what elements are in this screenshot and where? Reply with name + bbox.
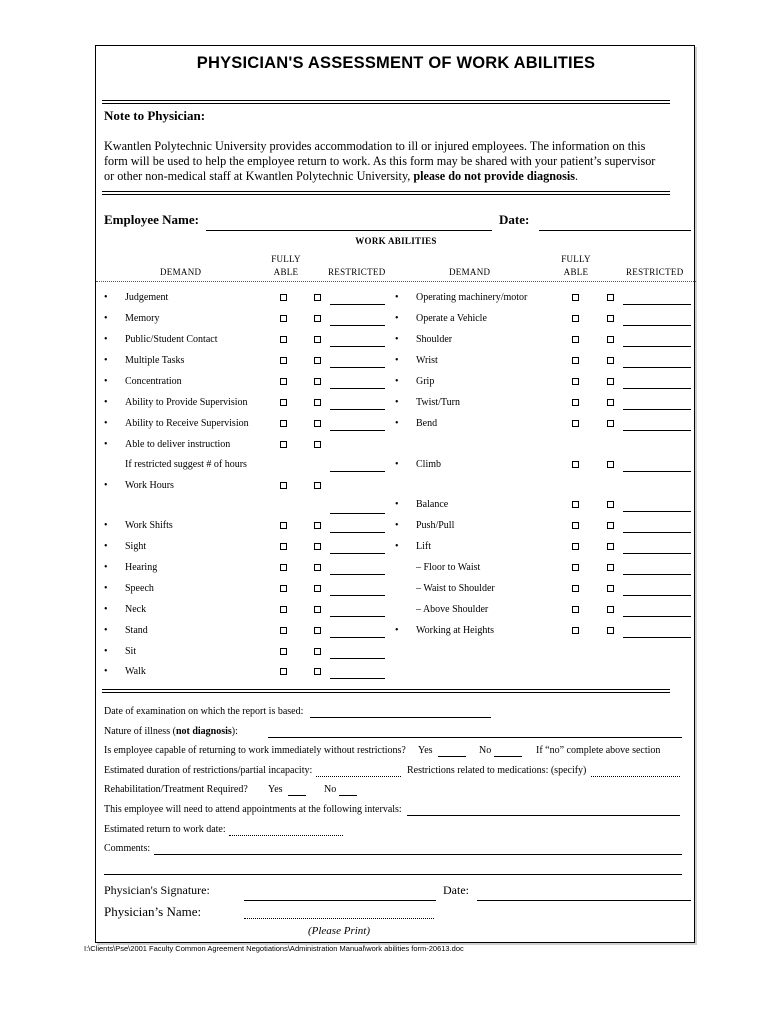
left-row-2-label: Public/Student Contact xyxy=(125,334,218,345)
left-row-0-restricted-checkbox[interactable] xyxy=(314,294,321,301)
capable-no-field[interactable] xyxy=(494,756,522,757)
left-row-6-restricted-checkbox[interactable] xyxy=(314,420,321,427)
bullet-icon: • xyxy=(104,292,108,303)
signature-field[interactable] xyxy=(244,900,436,901)
illness-suffix: ): xyxy=(231,726,238,737)
right-row-1-fully-able-checkbox[interactable] xyxy=(572,315,579,322)
right-row-2-restricted-checkbox[interactable] xyxy=(607,336,614,343)
bullet-icon: • xyxy=(104,583,108,594)
double-rule xyxy=(102,689,670,693)
note-heading: Note to Physician: xyxy=(104,108,206,123)
col-fully-right: FULLY xyxy=(561,254,591,264)
bullet-icon: • xyxy=(104,625,108,636)
left-row-10-restriction-field[interactable] xyxy=(330,532,385,533)
return-date-label: Estimated return to work date: xyxy=(104,824,226,835)
right-row-7-restricted-checkbox[interactable] xyxy=(607,461,614,468)
bullet-icon: • xyxy=(104,376,108,387)
bullet-icon: • xyxy=(395,499,399,510)
right-row-9-restriction-field[interactable] xyxy=(623,532,691,533)
right-row-3-label: Wrist xyxy=(416,355,438,366)
left-row-13-restriction-field[interactable] xyxy=(330,595,385,596)
medications-field[interactable] xyxy=(591,776,680,777)
col-restricted-left: RESTRICTED xyxy=(328,267,386,277)
left-row-4-fully-able-checkbox[interactable] xyxy=(280,378,287,385)
rehab-label: Rehabilitation/Treatment Required? xyxy=(104,784,248,795)
left-row-6-fully-able-checkbox[interactable] xyxy=(280,420,287,427)
duration-field[interactable] xyxy=(316,776,401,777)
exam-date-field[interactable] xyxy=(310,717,491,718)
right-row-4-restricted-checkbox[interactable] xyxy=(607,378,614,385)
left-row-2-fully-able-checkbox[interactable] xyxy=(280,336,287,343)
right-row-14-restriction-field[interactable] xyxy=(623,637,691,638)
right-row-6-fully-able-checkbox[interactable] xyxy=(572,420,579,427)
note-line-2: form will be used to help the employee return to work. As this form may be shared with your patient’s supervisor xyxy=(104,154,656,168)
please-print-note: (Please Print) xyxy=(307,925,370,937)
col-restricted-right: RESTRICTED xyxy=(626,267,684,277)
right-row-2-label: Shoulder xyxy=(416,334,453,345)
left-row-1-restriction-field[interactable] xyxy=(330,325,385,326)
bullet-icon: • xyxy=(104,334,108,345)
right-row-4-restriction-field[interactable] xyxy=(623,388,691,389)
left-row-3-label: Multiple Tasks xyxy=(125,355,185,366)
bullet-icon: • xyxy=(104,355,108,366)
bullet-icon: • xyxy=(104,313,108,324)
left-row-0-restriction-field[interactable] xyxy=(330,304,385,305)
right-row-10-fully-able-checkbox[interactable] xyxy=(572,543,579,550)
left-row-0-fully-able-checkbox[interactable] xyxy=(280,294,287,301)
bullet-icon: • xyxy=(104,397,108,408)
double-rule xyxy=(102,100,670,104)
left-row-14-restricted-checkbox[interactable] xyxy=(314,606,321,613)
right-row-4-label: Grip xyxy=(416,376,435,387)
bullet-icon: • xyxy=(395,625,399,636)
signature-date-field[interactable] xyxy=(477,900,691,901)
form-title: PHYSICIAN'S ASSESSMENT OF WORK ABILITIES xyxy=(196,54,596,72)
right-row-6-label: Bend xyxy=(416,418,438,429)
left-row-11-restricted-checkbox[interactable] xyxy=(314,543,321,550)
left-row-2-restriction-field[interactable] xyxy=(330,346,385,347)
left-row-8-restriction-field[interactable] xyxy=(330,471,385,472)
bullet-icon: • xyxy=(104,541,108,552)
bullet-icon: • xyxy=(104,418,108,429)
right-row-12-restriction-field[interactable] xyxy=(623,595,691,596)
bullet-icon: • xyxy=(104,439,108,450)
left-row-0-label: Judgement xyxy=(125,292,169,303)
left-row-16-restriction-field[interactable] xyxy=(330,658,385,659)
note-line-1: Kwantlen Polytechnic University provides accommodation to ill or injured employees. The information on this xyxy=(104,139,646,153)
left-row-14-fully-able-checkbox[interactable] xyxy=(280,606,287,613)
left-row-15-restricted-checkbox[interactable] xyxy=(314,627,321,634)
rehab-no-label: No xyxy=(324,784,337,795)
right-row-5-restriction-field[interactable] xyxy=(623,409,691,410)
right-row-0-fully-able-checkbox[interactable] xyxy=(572,294,579,301)
right-row-0-restriction-field[interactable] xyxy=(623,304,691,305)
left-row-1-fully-able-checkbox[interactable] xyxy=(280,315,287,322)
left-row-17-restricted-checkbox[interactable] xyxy=(314,668,321,675)
illness-emphasis: not diagnosis xyxy=(175,726,232,737)
return-date-field[interactable] xyxy=(229,835,343,836)
right-row-14-fully-able-checkbox[interactable] xyxy=(572,627,579,634)
right-row-5-label: Twist/Turn xyxy=(416,397,460,408)
right-row-11-restricted-checkbox[interactable] xyxy=(607,564,614,571)
left-row-4-restriction-field[interactable] xyxy=(330,388,385,389)
left-row-10-restricted-checkbox[interactable] xyxy=(314,522,321,529)
bullet-icon: • xyxy=(395,418,399,429)
col-able-right: ABLE xyxy=(563,267,589,277)
appointments-label: This employee will need to attend appointments at the following intervals: xyxy=(104,804,402,815)
bullet-icon: • xyxy=(395,313,399,324)
right-row-9-label: Push/Pull xyxy=(416,520,455,531)
right-row-7-fully-able-checkbox[interactable] xyxy=(572,461,579,468)
right-row-2-restriction-field[interactable] xyxy=(623,346,691,347)
rehab-yes-field[interactable] xyxy=(288,795,306,796)
right-row-9-fully-able-checkbox[interactable] xyxy=(572,522,579,529)
employee-name-field[interactable] xyxy=(206,230,492,231)
left-row-6-label: Ability to Receive Supervision xyxy=(125,418,249,429)
left-row-10-fully-able-checkbox[interactable] xyxy=(280,522,287,529)
left-row-3-restriction-field[interactable] xyxy=(330,367,385,368)
right-row-12-fully-able-checkbox[interactable] xyxy=(572,585,579,592)
left-row-15-fully-able-checkbox[interactable] xyxy=(280,627,287,634)
col-able-left: ABLE xyxy=(273,267,299,277)
form-frame xyxy=(95,45,695,943)
left-row-1-label: Memory xyxy=(125,313,160,324)
bullet-icon: • xyxy=(104,604,108,615)
bullet-icon: • xyxy=(395,355,399,366)
left-row-11-restriction-field[interactable] xyxy=(330,553,385,554)
right-row-11-label: – Floor to Waist xyxy=(416,562,481,573)
left-row-3-fully-able-checkbox[interactable] xyxy=(280,357,287,364)
right-row-10-restriction-field[interactable] xyxy=(623,553,691,554)
exam-date-label: Date of examination on which the report is based: xyxy=(104,706,304,717)
right-row-10-label: Lift xyxy=(416,541,431,552)
left-row-13-label: Speech xyxy=(125,583,154,594)
right-row-13-fully-able-checkbox[interactable] xyxy=(572,606,579,613)
duration-label: Estimated duration of restrictions/partial incapacity: xyxy=(104,765,313,776)
left-row-7-restricted-checkbox[interactable] xyxy=(314,441,321,448)
right-row-14-label: Working at Heights xyxy=(416,625,495,636)
illness-label xyxy=(104,726,238,737)
left-row-17-fully-able-checkbox[interactable] xyxy=(280,668,287,675)
right-row-3-restricted-checkbox[interactable] xyxy=(607,357,614,364)
right-row-7-restriction-field[interactable] xyxy=(623,471,691,472)
right-row-11-restriction-field[interactable] xyxy=(623,574,691,575)
right-row-5-restricted-checkbox[interactable] xyxy=(607,399,614,406)
left-row-17-restriction-field[interactable] xyxy=(330,678,385,679)
rehab-no-field[interactable] xyxy=(339,795,357,796)
right-row-3-fully-able-checkbox[interactable] xyxy=(572,357,579,364)
col-demand-right: DEMAND xyxy=(449,267,491,277)
bullet-icon: • xyxy=(395,459,399,470)
right-row-7-label: Climb xyxy=(416,459,442,470)
left-row-10-label: Work Shifts xyxy=(125,520,173,531)
note-line-3 xyxy=(104,169,578,184)
left-row-7-fully-able-checkbox[interactable] xyxy=(280,441,287,448)
bullet-icon: • xyxy=(395,541,399,552)
right-row-0-restricted-checkbox[interactable] xyxy=(607,294,614,301)
capable-yes-label: Yes xyxy=(418,745,433,756)
comments-label: Comments: xyxy=(104,843,151,854)
bullet-icon: • xyxy=(395,292,399,303)
signature-date-label: Date: xyxy=(443,883,469,897)
right-row-1-label: Operate a Vehicle xyxy=(416,313,487,324)
date-field[interactable] xyxy=(539,230,691,231)
right-row-8-label: Balance xyxy=(416,499,449,510)
comments-field-line-2[interactable] xyxy=(104,874,682,875)
physician-name-field[interactable] xyxy=(244,918,434,919)
right-row-1-restricted-checkbox[interactable] xyxy=(607,315,614,322)
right-row-9-restricted-checkbox[interactable] xyxy=(607,522,614,529)
appointments-field[interactable] xyxy=(407,815,680,816)
left-row-15-restriction-field[interactable] xyxy=(330,637,385,638)
right-row-12-label: – Waist to Shoulder xyxy=(416,583,495,594)
left-row-11-fully-able-checkbox[interactable] xyxy=(280,543,287,550)
work-abilities-title: WORK ABILITIES xyxy=(355,236,437,246)
col-demand-left: DEMAND xyxy=(160,267,202,277)
left-row-16-restricted-checkbox[interactable] xyxy=(314,648,321,655)
left-row-6-restriction-field[interactable] xyxy=(330,430,385,431)
date-label: Date: xyxy=(499,212,530,227)
left-row-14-label: Neck xyxy=(125,604,147,615)
right-row-8-restricted-checkbox[interactable] xyxy=(607,501,614,508)
note-line-3-text: or other non-medical staff at Kwantlen Polytechnic University, xyxy=(104,169,414,183)
left-row-4-restricted-checkbox[interactable] xyxy=(314,378,321,385)
file-path-footer: I:\Clients\Pse\2001 Faculty Common Agreement Negotiations\Administration Manual\work abilities form-20613.doc xyxy=(84,944,464,953)
right-row-1-restriction-field[interactable] xyxy=(623,325,691,326)
left-row-8-label: If restricted suggest # of hours xyxy=(125,459,247,470)
right-row-13-restriction-field[interactable] xyxy=(623,616,691,617)
bullet-icon: • xyxy=(395,520,399,531)
capable-yes-field[interactable] xyxy=(438,756,466,757)
capable-question: Is employee capable of returning to work immediately without restrictions? xyxy=(104,745,406,756)
signature-label: Physician's Signature: xyxy=(104,883,210,897)
left-row-1-restricted-checkbox[interactable] xyxy=(314,315,321,322)
left-row-5-fully-able-checkbox[interactable] xyxy=(280,399,287,406)
note-emphasis: please do not provide diagnosis xyxy=(413,169,575,183)
bullet-icon: • xyxy=(104,480,108,491)
illness-field[interactable] xyxy=(268,737,682,738)
double-rule xyxy=(102,191,670,195)
comments-field[interactable] xyxy=(154,854,682,855)
medications-label: Restrictions related to medications: (specify) xyxy=(407,765,587,776)
bullet-icon: • xyxy=(395,397,399,408)
physician-name-label: Physician’s Name: xyxy=(104,904,202,919)
if-no-note: If “no” complete above section xyxy=(536,745,661,756)
bullet-icon: • xyxy=(104,646,108,657)
left-row-9-fully-able-checkbox[interactable] xyxy=(280,482,287,489)
right-row-13-label: – Above Shoulder xyxy=(416,604,489,615)
bullet-icon: • xyxy=(395,376,399,387)
left-row-12-restriction-field[interactable] xyxy=(330,574,385,575)
right-row-13-restricted-checkbox[interactable] xyxy=(607,606,614,613)
right-row-12-restricted-checkbox[interactable] xyxy=(607,585,614,592)
right-row-2-fully-able-checkbox[interactable] xyxy=(572,336,579,343)
left-row-9-label: Work Hours xyxy=(125,480,174,491)
left-row-5-restriction-field[interactable] xyxy=(330,409,385,410)
left-row-16-label: Sit xyxy=(125,646,137,657)
left-row-12-restricted-checkbox[interactable] xyxy=(314,564,321,571)
left-row-9-restriction-field[interactable] xyxy=(330,513,385,514)
left-row-17-label: Walk xyxy=(125,666,146,677)
capable-no-label: No xyxy=(479,745,492,756)
left-row-12-fully-able-checkbox[interactable] xyxy=(280,564,287,571)
bullet-icon: • xyxy=(104,666,108,677)
left-row-11-label: Sight xyxy=(125,541,147,552)
col-fully-left: FULLY xyxy=(271,254,301,264)
left-row-13-fully-able-checkbox[interactable] xyxy=(280,585,287,592)
left-row-7-label: Able to deliver instruction xyxy=(125,439,231,450)
left-row-5-restricted-checkbox[interactable] xyxy=(314,399,321,406)
right-row-0-label: Operating machinery/motor xyxy=(416,292,528,303)
employee-name-label: Employee Name: xyxy=(104,212,199,227)
right-row-4-fully-able-checkbox[interactable] xyxy=(572,378,579,385)
right-row-8-fully-able-checkbox[interactable] xyxy=(572,501,579,508)
left-row-15-label: Stand xyxy=(125,625,148,636)
left-row-2-restricted-checkbox[interactable] xyxy=(314,336,321,343)
note-period: . xyxy=(574,169,579,183)
left-row-12-label: Hearing xyxy=(125,562,158,573)
bullet-icon: • xyxy=(104,520,108,531)
right-row-8-restriction-field[interactable] xyxy=(623,511,691,512)
right-row-14-restricted-checkbox[interactable] xyxy=(607,627,614,634)
left-row-14-restriction-field[interactable] xyxy=(330,616,385,617)
rehab-yes-label: Yes xyxy=(268,784,283,795)
left-row-4-label: Concentration xyxy=(125,376,182,387)
right-row-10-restricted-checkbox[interactable] xyxy=(607,543,614,550)
left-row-9-restricted-checkbox[interactable] xyxy=(314,482,321,489)
left-row-5-label: Ability to Provide Supervision xyxy=(125,397,248,408)
left-row-16-fully-able-checkbox[interactable] xyxy=(280,648,287,655)
illness-prefix: Nature of illness ( xyxy=(104,726,176,737)
bullet-icon: • xyxy=(104,562,108,573)
right-row-11-fully-able-checkbox[interactable] xyxy=(572,564,579,571)
right-row-6-restricted-checkbox[interactable] xyxy=(607,420,614,427)
right-row-6-restriction-field[interactable] xyxy=(623,430,691,431)
bullet-icon: • xyxy=(395,334,399,345)
left-row-3-restricted-checkbox[interactable] xyxy=(314,357,321,364)
left-row-13-restricted-checkbox[interactable] xyxy=(314,585,321,592)
header-divider xyxy=(96,281,696,282)
right-row-5-fully-able-checkbox[interactable] xyxy=(572,399,579,406)
right-row-3-restriction-field[interactable] xyxy=(623,367,691,368)
